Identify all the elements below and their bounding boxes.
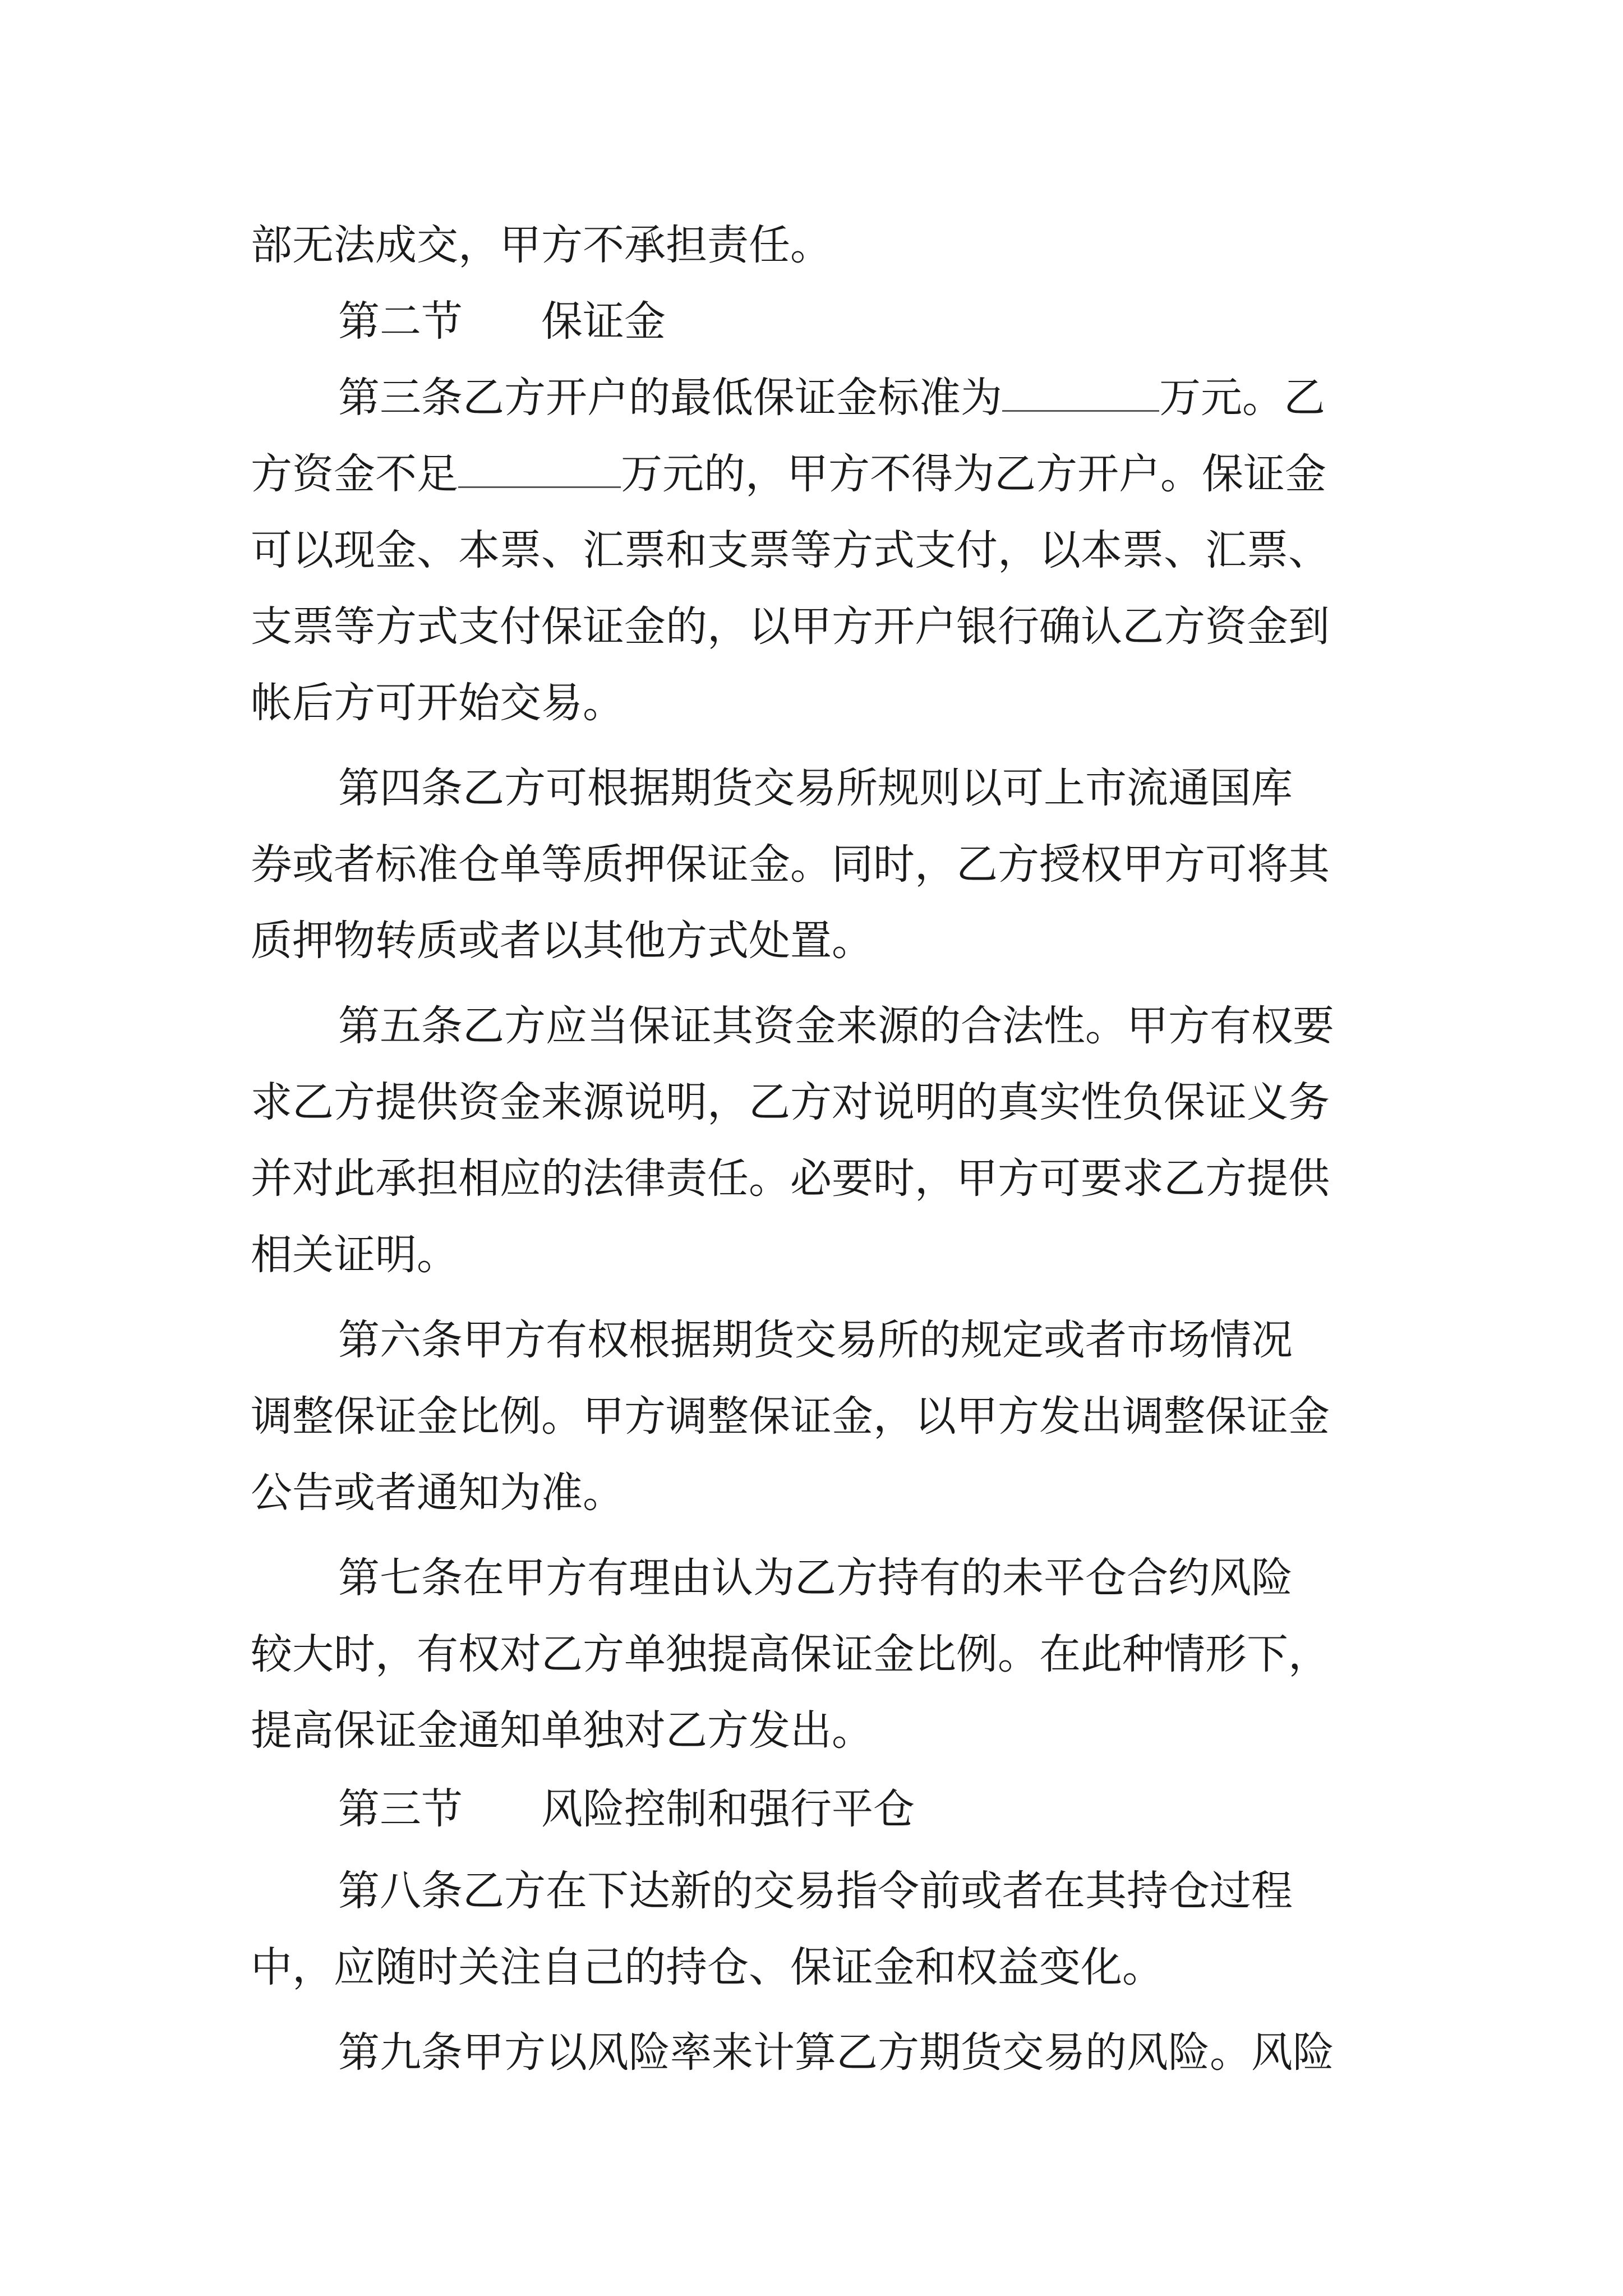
line-text: 券或者标准仓单等质押保证金。同时，乙方授权甲方可将其 bbox=[251, 840, 1330, 889]
section-number: 第三节 bbox=[338, 1785, 463, 1833]
section-number: 第二节 bbox=[338, 297, 463, 346]
section-heading bbox=[338, 1773, 1623, 1846]
line-text: 第六条甲方有权根据期货交易所的规定或者市场情况 bbox=[338, 1316, 1293, 1364]
line-text: 万元。乙 bbox=[1159, 374, 1325, 422]
paragraph-line bbox=[251, 1694, 1623, 1767]
paragraph-line bbox=[251, 1456, 1623, 1529]
paragraph-line bbox=[251, 666, 1623, 739]
paragraph-line bbox=[251, 828, 1623, 901]
line-text: 方资金不足 bbox=[251, 450, 458, 498]
paragraph-line bbox=[251, 1618, 1623, 1691]
line-text: 公告或者通知为准。 bbox=[251, 1469, 624, 1517]
paragraph-line bbox=[338, 1855, 1623, 1927]
section-title: 保证金 bbox=[541, 297, 666, 346]
line-text: 第五条乙方应当保证其资金来源的合法性。甲方有权要 bbox=[338, 1002, 1334, 1050]
paragraph-line bbox=[251, 904, 1623, 977]
line-text: 可以现金、本票、汇票和支票等方式支付，以本票、汇票、 bbox=[251, 526, 1330, 574]
line-text: 提高保证金通知单独对乙方发出。 bbox=[251, 1706, 873, 1755]
paragraph-line bbox=[338, 1542, 1623, 1614]
paragraph-line bbox=[251, 1066, 1623, 1139]
paragraph-line bbox=[251, 209, 1623, 282]
line-text: 支票等方式支付保证金的，以甲方开户银行确认乙方资金到 bbox=[251, 602, 1330, 651]
paragraph-line bbox=[338, 2016, 1623, 2089]
line-text: 第三条乙方开户的最低保证金标准为 bbox=[338, 374, 1002, 422]
paragraph-line bbox=[338, 752, 1623, 825]
paragraph-line bbox=[251, 438, 1623, 510]
line-text: 万元的，甲方不得为乙方开户。保证金 bbox=[621, 450, 1326, 498]
paragraph-line bbox=[338, 361, 1623, 434]
section-title: 风险控制和强行平仓 bbox=[541, 1785, 915, 1833]
line-text: 第八条乙方在下达新的交易指令前或者在其持仓过程 bbox=[338, 1867, 1293, 1915]
line-text: 第七条在甲方有理由认为乙方持有的未平仓合约风险 bbox=[338, 1554, 1293, 1602]
line-text: 相关证明。 bbox=[251, 1231, 458, 1279]
line-text: 帐后方可开始交易。 bbox=[251, 679, 624, 727]
paragraph-line bbox=[251, 514, 1623, 587]
fill-in-blank[interactable] bbox=[458, 453, 621, 488]
line-text: 部无法成交，甲方不承担责任。 bbox=[251, 221, 832, 269]
paragraph-line bbox=[338, 990, 1623, 1062]
line-text: 质押物转质或者以其他方式处置。 bbox=[251, 917, 873, 965]
line-text: 并对此承担相应的法律责任。必要时，甲方可要求乙方提供 bbox=[251, 1154, 1330, 1203]
line-text: 求乙方提供资金来源说明，乙方对说明的真实性负保证义务 bbox=[251, 1078, 1330, 1126]
fill-in-blank[interactable] bbox=[1002, 376, 1159, 412]
line-text: 第九条甲方以风险率来计算乙方期货交易的风险。风险 bbox=[338, 2028, 1334, 2077]
line-text: 第四条乙方可根据期货交易所规则以可上市流通国库 bbox=[338, 764, 1293, 812]
section-heading bbox=[338, 285, 1623, 358]
line-text: 调整保证金比例。甲方调整保证金，以甲方发出调整保证金 bbox=[251, 1392, 1330, 1441]
paragraph-line bbox=[251, 1142, 1623, 1215]
line-text: 较大时，有权对乙方单独提高保证金比例。在此种情形下， bbox=[251, 1630, 1330, 1678]
line-text: 中，应随时关注自己的持仓、保证金和权益变化。 bbox=[251, 1943, 1164, 1991]
paragraph-line bbox=[251, 1218, 1623, 1291]
paragraph-line bbox=[251, 1380, 1623, 1453]
paragraph-line bbox=[251, 1931, 1623, 2004]
paragraph-line bbox=[338, 1304, 1623, 1377]
paragraph-line bbox=[251, 590, 1623, 663]
